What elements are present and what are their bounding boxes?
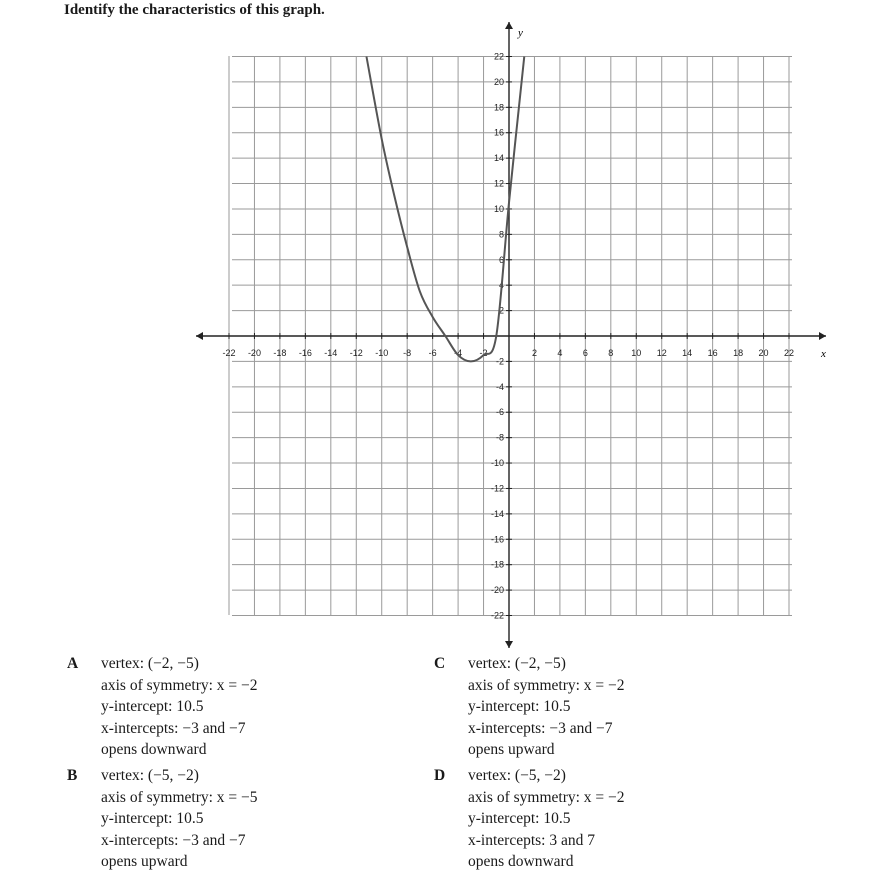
x-tick-label: 20 (758, 348, 769, 358)
x-axis-label: x (821, 348, 826, 360)
axis-text: axis of symmetry: x = −2 (101, 676, 258, 694)
y-tick-label: 16 (493, 127, 504, 138)
y-tick-label: -16 (490, 534, 504, 545)
x-tick-label: -2 (479, 348, 488, 358)
x-tick-label: 10 (631, 348, 642, 358)
x-tick-label: 22 (783, 348, 795, 358)
y-tick-label: -4 (495, 381, 504, 392)
y-tick-label: 2 (498, 305, 504, 316)
x-tick-label: -10 (375, 348, 389, 358)
vertex-text: vertex: (−5, −2) (468, 767, 566, 784)
y-tick-label: -10 (490, 458, 504, 469)
y-tick-label: -6 (495, 407, 504, 418)
choice-letter: D (434, 767, 446, 784)
x-tick-label: 6 (582, 348, 588, 358)
x-axis-arrow-right (819, 332, 826, 340)
x-tick-label: 18 (733, 348, 744, 358)
y-tick-label: 14 (493, 153, 504, 164)
x-tick-label: 14 (682, 348, 693, 358)
y-tick-label: 6 (498, 254, 504, 265)
x-tick-label: -22 (222, 348, 236, 358)
choice-b[interactable] (67, 765, 258, 873)
y-tick-label: -22 (490, 610, 504, 621)
question-text: Identify the characteristics of this graph. (64, 2, 325, 18)
x-intercepts-text: x-intercepts: −3 and −7 (101, 831, 246, 849)
y-tick-label: -2 (495, 356, 504, 367)
y-tick-label: 22 (493, 51, 504, 62)
y-intercept-text: y-intercept: 10.5 (101, 698, 204, 715)
x-tick-label: 2 (531, 348, 537, 358)
y-axis-arrow-down (505, 641, 513, 648)
x-intercepts-text: x-intercepts: −3 and −7 (101, 719, 246, 737)
y-tick-label: 20 (493, 76, 504, 87)
axes (196, 22, 826, 648)
axis-text: axis of symmetry: x = −2 (468, 676, 625, 694)
x-tick-label: -14 (324, 348, 338, 358)
x-tick-label: -16 (298, 348, 312, 358)
choice-c[interactable] (434, 653, 625, 761)
choice-letter: A (67, 655, 79, 672)
y-intercept-text: y-intercept: 10.5 (468, 810, 571, 827)
choice-letter: C (434, 655, 446, 672)
x-tick-label: -4 (454, 348, 463, 358)
y-intercept-text: y-intercept: 10.5 (468, 698, 571, 715)
y-tick-label: -14 (490, 508, 504, 519)
x-tick-label: -20 (247, 348, 261, 358)
y-tick-label: 4 (498, 280, 504, 291)
vertex-text: vertex: (−2, −5) (468, 655, 566, 672)
x-tick-label: -8 (403, 348, 412, 358)
vertex-text: vertex: (−5, −2) (101, 767, 199, 784)
y-tick-label: -8 (495, 432, 504, 443)
y-axis-arrow-up (505, 22, 513, 29)
opens-text: opens upward (101, 853, 188, 870)
choice-letter: B (67, 767, 78, 784)
y-intercept-text: y-intercept: 10.5 (101, 810, 204, 827)
x-tick-label: -6 (428, 348, 437, 358)
choice-d[interactable] (434, 765, 625, 873)
axis-text: axis of symmetry: x = −2 (468, 788, 625, 806)
x-tick-label: 8 (608, 348, 614, 358)
y-tick-label: 18 (493, 102, 504, 113)
vertex-text: vertex: (−2, −5) (101, 655, 199, 672)
y-tick-label: 12 (493, 178, 504, 189)
axis-text: axis of symmetry: x = −5 (101, 788, 258, 806)
x-tick-label: 4 (557, 348, 563, 358)
y-axis-label: y (518, 27, 523, 39)
x-axis-arrow-left (196, 332, 203, 340)
x-intercepts-text: x-intercepts: −3 and −7 (468, 719, 613, 737)
y-tick-label: -12 (490, 483, 504, 494)
y-tick-label: -20 (490, 585, 504, 596)
x-tick-label: 16 (707, 348, 718, 358)
opens-text: opens upward (468, 741, 555, 758)
opens-text: opens downward (101, 741, 207, 758)
y-tick-label: 8 (498, 229, 504, 240)
opens-text: opens downward (468, 853, 574, 870)
x-tick-label: 12 (656, 348, 667, 358)
y-tick-label: 10 (493, 203, 504, 214)
y-tick-label: -18 (490, 559, 504, 570)
x-intercepts-text: x-intercepts: 3 and 7 (468, 831, 595, 849)
x-tick-label: -12 (349, 348, 363, 358)
x-tick-label: -18 (273, 348, 287, 358)
choice-a[interactable] (67, 653, 258, 761)
